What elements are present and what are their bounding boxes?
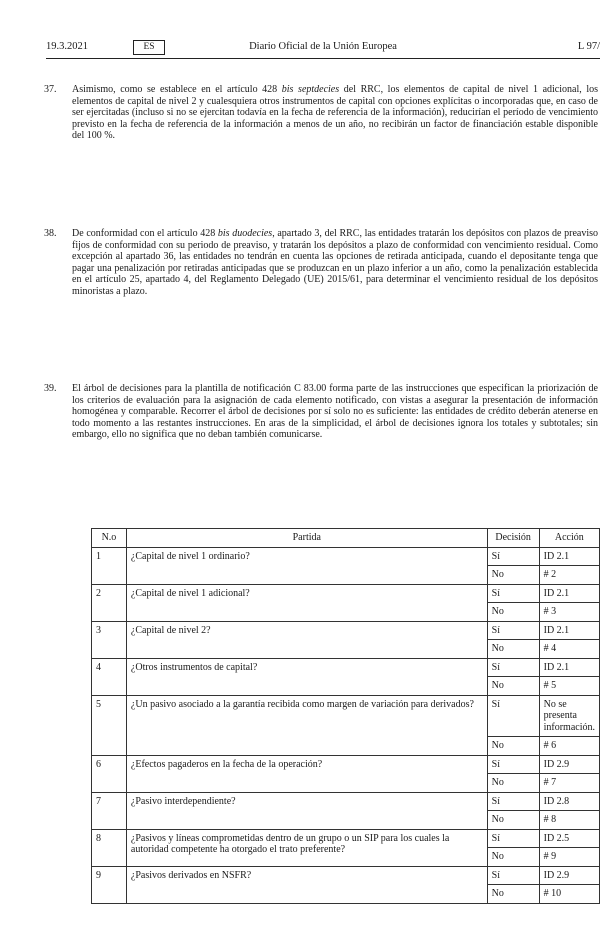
row-number: 7 <box>92 792 127 829</box>
action-yes: ID 2.1 <box>539 547 599 566</box>
decision-no: No <box>487 603 539 622</box>
paragraph-37 <box>44 84 599 142</box>
decision-tree-table <box>91 528 600 904</box>
column-header-number: N.o <box>92 529 127 548</box>
table-row <box>92 755 600 774</box>
row-number: 2 <box>92 584 127 621</box>
action-yes: ID 2.9 <box>539 755 599 774</box>
row-item: ¿Capital de nivel 2? <box>126 621 487 658</box>
decision-no: No <box>487 677 539 696</box>
action-no: # 4 <box>539 640 599 659</box>
action-no: # 6 <box>539 737 599 756</box>
row-number: 1 <box>92 547 127 584</box>
paragraph-text: El árbol de decisiones para la plantilla de notificación C 83.00 forma parte de las instrucciones que especifican la priorización de los criterios de evaluación para la asignación de cada elemento notificado, con vistas a asegurar la presentación de información homogénea y comparable. Recorrer el árbol de decisiones por sí solo no es suficiente: las entidades de crédito deberán atenerse en todo momento a las restantes instrucciones. En aras de la simplicidad, el árbol de decisiones ignora los totales y subtotales; sin embargo, ello no significa que no deban también comunicarse. <box>72 383 598 441</box>
decision-yes: Sí <box>487 584 539 603</box>
table-row <box>92 658 600 677</box>
decision-no: No <box>487 811 539 830</box>
table-row <box>92 621 600 640</box>
decision-yes: Sí <box>487 547 539 566</box>
action-yes: ID 2.9 <box>539 866 599 885</box>
table-row <box>92 792 600 811</box>
table-row <box>92 695 600 737</box>
row-number: 3 <box>92 621 127 658</box>
row-number: 5 <box>92 695 127 755</box>
paragraph-number: 38. <box>44 228 57 239</box>
row-item: ¿Pasivos derivados en NSFR? <box>126 866 487 903</box>
paragraph-number: 39. <box>44 383 57 394</box>
journal-title: Diario Oficial de la Unión Europea <box>249 41 397 52</box>
row-item: ¿Capital de nivel 1 adicional? <box>126 584 487 621</box>
publication-date: 19.3.2021 <box>46 41 88 52</box>
column-header-action: Acción <box>539 529 599 548</box>
table-header-row <box>92 529 600 548</box>
action-yes: ID 2.1 <box>539 584 599 603</box>
decision-no: No <box>487 774 539 793</box>
action-yes: ID 2.1 <box>539 658 599 677</box>
decision-yes: Sí <box>487 829 539 848</box>
column-header-item: Partida <box>126 529 487 548</box>
action-no: # 9 <box>539 848 599 867</box>
decision-yes: Sí <box>487 792 539 811</box>
row-item: ¿Un pasivo asociado a la garantía recibida como margen de variación para derivados? <box>126 695 487 755</box>
row-item: ¿Otros instrumentos de capital? <box>126 658 487 695</box>
decision-yes: Sí <box>487 695 539 737</box>
action-no: # 7 <box>539 774 599 793</box>
row-number: 4 <box>92 658 127 695</box>
table-row <box>92 547 600 566</box>
decision-no: No <box>487 566 539 585</box>
action-no: # 10 <box>539 885 599 904</box>
action-no: # 8 <box>539 811 599 830</box>
row-item: ¿Efectos pagaderos en la fecha de la operación? <box>126 755 487 792</box>
action-no: # 3 <box>539 603 599 622</box>
table-body <box>92 547 600 903</box>
action-yes: No se presenta información. <box>539 695 599 737</box>
decision-yes: Sí <box>487 755 539 774</box>
table-row <box>92 829 600 848</box>
decision-no: No <box>487 885 539 904</box>
decision-yes: Sí <box>487 866 539 885</box>
paragraph-text: Asimismo, como se establece en el artículo 428 bis septdecies del RRC, los elementos de capital de nivel 1 adicional, los elementos de capital de nivel 2 y cualesquiera otros instrumentos de capital con opciones explícitas o incorporadas que, en caso de ser ejercitadas (incluso si no se ejercitan todavía en la fecha de referencia de la información), reducirían el período de vencimiento previsto en la fecha de referencia de la información a menos de un año, no recibirán un factor de financiación estable disponible del 100 %. <box>72 84 599 142</box>
decision-yes: Sí <box>487 658 539 677</box>
paragraph-number: 37. <box>44 84 57 95</box>
action-no: # 2 <box>539 566 599 585</box>
paragraph-39 <box>44 383 598 441</box>
action-no: # 5 <box>539 677 599 696</box>
column-header-decision: Decisión <box>487 529 539 548</box>
action-yes: ID 2.8 <box>539 792 599 811</box>
header-divider <box>46 58 600 59</box>
row-item: ¿Pasivo interdependiente? <box>126 792 487 829</box>
decision-no: No <box>487 848 539 867</box>
table-row <box>92 584 600 603</box>
action-yes: ID 2.5 <box>539 829 599 848</box>
decision-no: No <box>487 737 539 756</box>
paragraph-text: De conformidad con el artículo 428 bis duodecies, apartado 3, del RRC, las entidades tratarán los depósitos con plazos de preaviso fijos de conformidad con su periodo de preaviso, y tratarán los depósitos a plazo de conformidad con vencimiento residual. Como excepción al apartado 36, las entidades no tendrán en cuenta las opciones de retirada anticipada, cuando el depositante tenga que pagar una penalización por retiradas anticipadas que se produzcan en un plazo inferior a un año, como la penalización establecida en el artículo 25, apartado 4, del Reglamento Delegado (UE) 2015/61, para determinar el vencimiento residual de los depósitos minoristas a plazo. <box>72 228 598 297</box>
row-item: ¿Capital de nivel 1 ordinario? <box>126 547 487 584</box>
page-number: L 97/ <box>577 41 600 52</box>
decision-no: No <box>487 640 539 659</box>
paragraph-38 <box>44 228 598 298</box>
decision-yes: Sí <box>487 621 539 640</box>
row-number: 9 <box>92 866 127 903</box>
page-header <box>46 40 600 58</box>
row-number: 8 <box>92 829 127 866</box>
action-yes: ID 2.1 <box>539 621 599 640</box>
row-item: ¿Pasivos y líneas comprometidas dentro de un grupo o un SIP para los cuales la autoridad competente ha otorgado el trato preferente? <box>126 829 487 866</box>
table-row <box>92 866 600 885</box>
row-number: 6 <box>92 755 127 792</box>
language-badge: ES <box>133 40 165 55</box>
